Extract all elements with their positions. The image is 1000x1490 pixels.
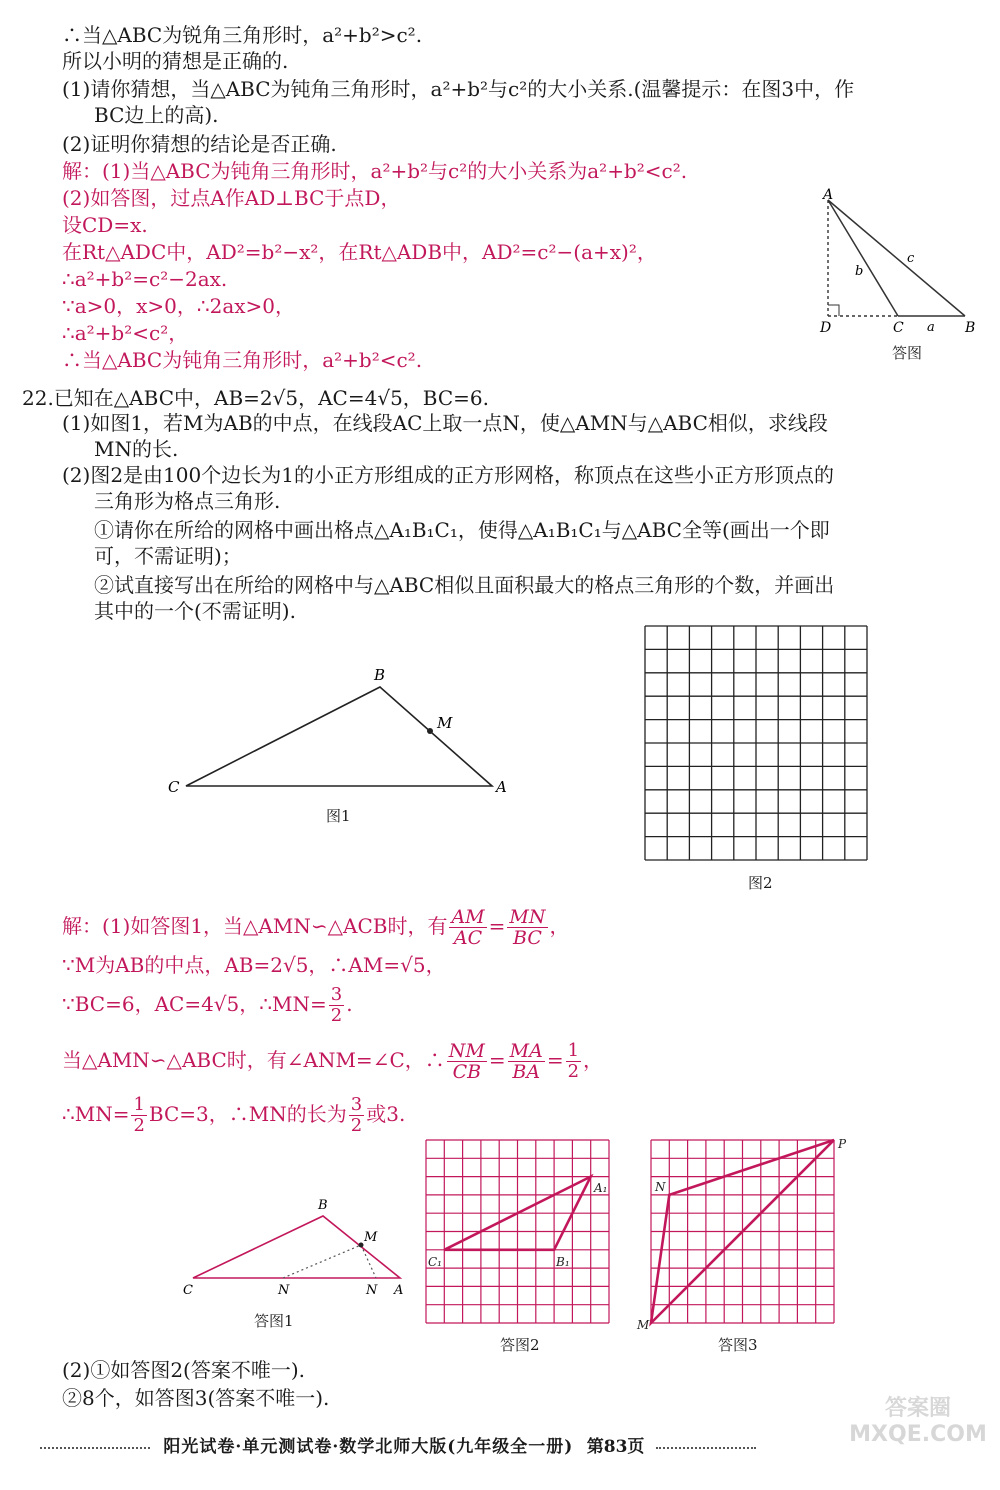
q21-solution-4: 在Rt△ADC中，AD²=b²−x²，在Rt△ADB中，AD²=c²−(a+x)²，: [62, 240, 657, 264]
q22-part2-b: 三角形为格点三角形.: [94, 489, 281, 513]
q22-part1-a: (1)如图1，若M为AB的中点，在线段AC上取一点N，使△AMN与△ABC相似，求线段: [62, 411, 828, 435]
frac-num: 1: [567, 1040, 580, 1061]
q22-answer-figure-3-caption: 答图3: [718, 1336, 758, 1354]
grid-lines: [426, 1140, 609, 1323]
q22-part2-d1: ②试直接写出在所给的网格中与△ABC相似且面积最大的格点三角形的个数，并画出: [94, 573, 835, 597]
frac-mn-bc: [507, 907, 547, 948]
q21-solution-7: ∴a²+b²<c²，: [62, 321, 189, 345]
triangle-abc: [186, 687, 492, 786]
q22-sol-3-text: ∵BC=6，AC=4√5，∴MN=: [62, 992, 327, 1016]
footer-dots-left: [40, 1447, 150, 1449]
q22-answer-2-2: ②8个，如答图3(答案不唯一).: [62, 1386, 330, 1410]
frac-num: AM: [451, 906, 485, 928]
q22-sol-1: [62, 907, 570, 948]
frac-den: 2: [567, 1061, 580, 1082]
q21-part1-b: BC边上的高).: [94, 103, 219, 127]
label-c: C: [893, 320, 904, 336]
label-d: D: [820, 320, 832, 336]
equals-sign: =: [488, 914, 506, 938]
fig1-label-c: C: [168, 778, 180, 796]
equals-sign: =: [488, 1048, 506, 1072]
q22-answer-figure-2-caption: 答图2: [500, 1336, 540, 1354]
q21-figure-caption: 答图: [892, 344, 923, 362]
punct: 或3.: [366, 1102, 406, 1126]
q21-part1-a: (1)请你猜想，当△ABC为钝角三角形时，a²+b²与c²的大小关系.(温馨提示：在图3中，作: [62, 77, 855, 101]
side-ac: [828, 200, 898, 316]
q22-answer-figure-1: [180, 1195, 410, 1305]
q21-solution-6: ∵a>0，x>0，∴2ax>0，: [62, 294, 296, 318]
q21-part2: (2)证明你猜想的结论是否正确.: [62, 132, 337, 156]
frac-num: NM: [448, 1040, 485, 1062]
q22-part2-d2: 其中的一个(不需证明).: [94, 599, 296, 623]
q22-figure-2-caption: 图2: [748, 874, 773, 892]
q21-solution-8: ∴当△ABC为钝角三角形时，a²+b²<c².: [62, 348, 423, 372]
q21-solution-2: (2)如答图，过点A作AD⊥BC于点D，: [62, 186, 401, 210]
punct: ，: [549, 914, 570, 938]
frac-den: AC: [453, 927, 483, 949]
q22-sol-5-mid: BC=3，∴MN的长为: [148, 1102, 347, 1126]
intro-line-1: ∴当△ABC为锐角三角形时，a²+b²>c².: [62, 23, 423, 47]
segment-mn-1: [283, 1245, 361, 1278]
frac-num: MN: [509, 906, 546, 928]
frac-den: 2: [330, 1005, 343, 1026]
frac-den: BC: [513, 927, 542, 949]
q22-part2-c2: 可，不需证明)；: [94, 544, 242, 568]
q21-solution-1: 解：(1)当△ABC为钝角三角形时，a²+b²与c²的大小关系为a²+b²<c².: [62, 159, 688, 183]
frac-num: 3: [330, 984, 343, 1005]
q22-answer-2-1: (2)①如答图2(答案不唯一).: [62, 1358, 306, 1382]
frac-3-2: [349, 1095, 364, 1136]
ans1-label-n2: N: [366, 1283, 378, 1298]
ans2-label-c1: C₁: [428, 1255, 442, 1269]
ans1-label-b: B: [318, 1198, 328, 1213]
ans1-label-a: A: [394, 1283, 404, 1298]
footer-title: 阳光试卷·单元测试卷·数学北师大版(九年级全一册): [163, 1437, 574, 1457]
frac-am-ac: [449, 907, 486, 948]
frac-3-2: [329, 985, 344, 1026]
ans1-label-c: C: [183, 1283, 193, 1298]
point-m: [359, 1243, 364, 1248]
ans2-label-a1: A₁: [594, 1181, 608, 1195]
label-side-a: a: [927, 320, 935, 335]
ans2-label-b1: B₁: [556, 1255, 570, 1269]
triangle-abc: [193, 1216, 400, 1278]
page-number: 第83页: [586, 1437, 645, 1457]
q22-stem: 22.已知在△ABC中，AB=2√5，AC=4√5，BC=6.: [22, 386, 490, 410]
q22-figure-1: [160, 660, 520, 810]
q22-part2-a: (2)图2是由100个边长为1的小正方形组成的正方形网格，称顶点在这些小正方形顶点的: [62, 463, 834, 487]
q22-part1-b: MN的长.: [94, 437, 179, 461]
q22-sol-1-text: 解：(1)如答图1，当△AMN∽△ACB时，有: [62, 914, 448, 938]
q22-answer-figure-3: [637, 1137, 847, 1340]
ans3-label-p: P: [838, 1137, 847, 1151]
q21-solution-3: 设CD=x.: [62, 213, 148, 237]
q22-part2-c1: ①请你在所给的网格中画出格点△A₁B₁C₁，使得△A₁B₁C₁与△ABC全等(画出一个即: [94, 518, 830, 542]
label-b: B: [965, 320, 976, 336]
ans1-label-m: M: [364, 1230, 378, 1245]
q22-figure-2-grid: [645, 626, 867, 860]
fig1-label-a: A: [496, 778, 507, 796]
q22-sol-4-text: 当△AMN∽△ABC时，有∠ANM=∠C，∴: [62, 1048, 445, 1072]
ans3-label-m: M: [637, 1318, 650, 1332]
q22-sol-5: [62, 1095, 405, 1136]
side-ab: [828, 200, 965, 316]
punct: ，: [583, 1048, 604, 1072]
punct: .: [346, 992, 353, 1016]
segment-mn-2: [361, 1245, 376, 1278]
label-side-c: c: [907, 251, 915, 266]
frac-nm-cb: [447, 1041, 487, 1082]
frac-den: 2: [133, 1115, 145, 1136]
frac-1-2: [131, 1095, 146, 1136]
intro-line-2: 所以小明的猜想是正确的.: [62, 49, 289, 73]
frac-num: 1: [133, 1094, 145, 1115]
frac-den: 2: [350, 1115, 363, 1136]
frac-num: MA: [509, 1040, 543, 1062]
point-m: [427, 728, 433, 734]
ans3-label-n: N: [655, 1180, 666, 1194]
right-angle-mark: [828, 305, 839, 316]
equals-sign: =: [546, 1048, 564, 1072]
q21-solution-5: ∴a²+b²=c²−2ax.: [62, 267, 228, 291]
frac-ma-ba: [508, 1041, 545, 1082]
q22-sol-2: ∵M为AB的中点，AB=2√5，∴AM=√5，: [62, 953, 446, 977]
footer-dots-right: [656, 1447, 756, 1449]
label-a: A: [823, 187, 834, 203]
q21-answer-figure: [815, 187, 976, 360]
page-footer: [40, 1432, 960, 1457]
q22-sol-5-text: ∴MN=: [62, 1102, 130, 1126]
grid-lines: [645, 626, 867, 860]
frac-den: CB: [452, 1061, 482, 1083]
ans1-label-n1: N: [278, 1283, 290, 1298]
q22-answer-figure-1-caption: 答图1: [254, 1312, 294, 1330]
label-side-b: b: [855, 264, 864, 279]
q22-sol-3: [62, 985, 353, 1026]
q22-figure-1-caption: 图1: [326, 807, 351, 825]
q22-answer-figure-2: [426, 1140, 616, 1340]
frac-1-2: [566, 1041, 581, 1082]
frac-num: 3: [350, 1094, 363, 1115]
frac-den: BA: [512, 1061, 541, 1083]
q22-sol-4: [62, 1041, 603, 1082]
watermark: 答案圈 MXQE.COM: [849, 1396, 987, 1447]
fig1-label-b: B: [374, 666, 386, 684]
fig1-label-m: M: [437, 714, 453, 732]
